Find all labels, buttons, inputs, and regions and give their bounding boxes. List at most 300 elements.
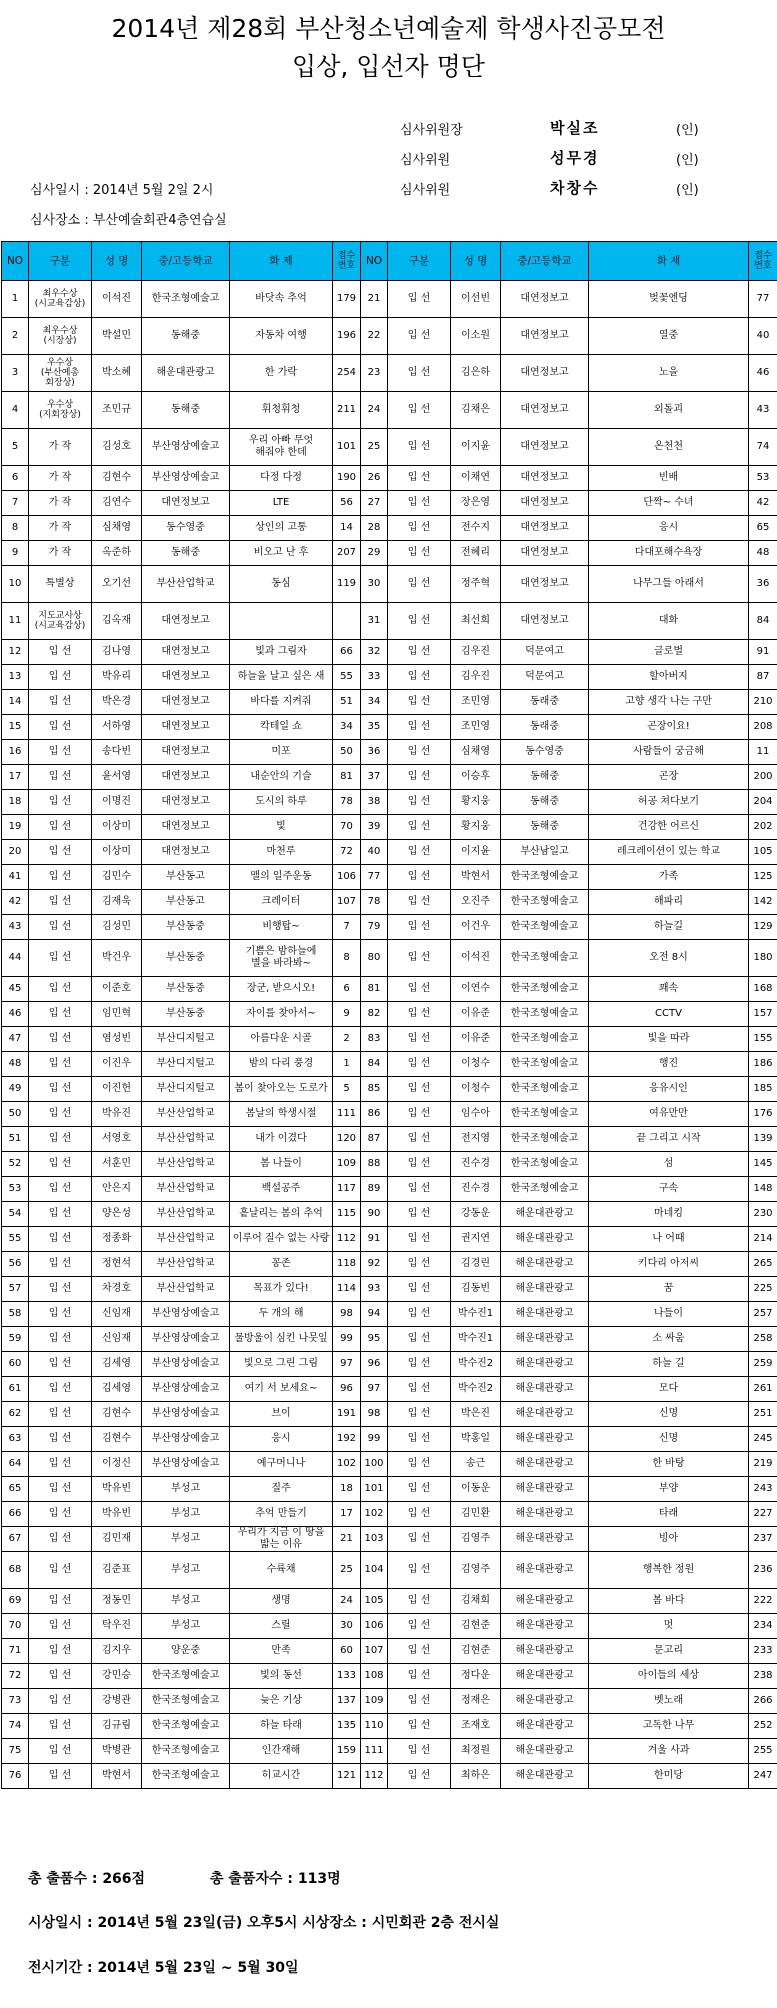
cell-category: 입 선 bbox=[29, 765, 92, 790]
cell-topic: 밤의 다리 풍경 bbox=[230, 1052, 333, 1077]
table-row bbox=[2, 1327, 777, 1352]
cell-category: 입 선 bbox=[29, 1177, 92, 1202]
cell-no: 67 bbox=[2, 1527, 29, 1552]
cell-topic: 자동차 여행 bbox=[230, 318, 333, 355]
cell-category: 입 선 bbox=[388, 1027, 451, 1052]
cell-name: 김현준 bbox=[451, 1639, 501, 1664]
cell-topic: 모다 bbox=[589, 1377, 749, 1402]
table-row bbox=[2, 1664, 777, 1689]
header-no: NO bbox=[361, 242, 388, 281]
cell-name: 임민혁 bbox=[92, 1002, 142, 1027]
cell-topic: 한미당 bbox=[589, 1764, 749, 1789]
cell-topic: LTE bbox=[230, 491, 333, 516]
cell-topic: 도시의 하루 bbox=[230, 790, 333, 815]
cell-topic: 바닷속 추억 bbox=[230, 281, 333, 318]
cell-category: 입 선 bbox=[29, 1102, 92, 1127]
cell-entry-number: 236 bbox=[749, 1552, 777, 1589]
header-entry-number bbox=[333, 242, 361, 281]
cell-no: 29 bbox=[361, 541, 388, 566]
cell-topic: 빙아 bbox=[589, 1527, 749, 1552]
header-name: 성 명 bbox=[451, 242, 501, 281]
cell-category: 우수상 (부산예총 회장상) bbox=[29, 355, 92, 392]
table-row bbox=[2, 1589, 777, 1614]
table-row bbox=[2, 429, 777, 466]
cell-category: 입 선 bbox=[388, 765, 451, 790]
cell-name: 이상미 bbox=[92, 815, 142, 840]
cell-school: 부산동중 bbox=[142, 915, 230, 940]
cell-topic: 온천천 bbox=[589, 429, 749, 466]
table-row bbox=[2, 1427, 777, 1452]
cell-no: 34 bbox=[361, 690, 388, 715]
cell-name: 정주혁 bbox=[451, 566, 501, 603]
cell-entry-number: 254 bbox=[333, 355, 361, 392]
cell-no: 103 bbox=[361, 1527, 388, 1552]
cell-school: 해운대관광고 bbox=[501, 1277, 589, 1302]
cell-name: 이청수 bbox=[451, 1052, 501, 1077]
cell-topic: 대화 bbox=[589, 603, 749, 640]
cell-entry-number: 259 bbox=[749, 1352, 777, 1377]
cell-entry-number: 135 bbox=[333, 1714, 361, 1739]
cell-name: 이승후 bbox=[451, 765, 501, 790]
cell-topic: 나들이 bbox=[589, 1302, 749, 1327]
cell-category: 입 선 bbox=[388, 1477, 451, 1502]
cell-topic: 소 싸움 bbox=[589, 1327, 749, 1352]
cell-school: 대연정보고 bbox=[501, 355, 589, 392]
cell-category: 입 선 bbox=[388, 715, 451, 740]
cell-topic: 한 바탕 bbox=[589, 1452, 749, 1477]
judge-role: 심사위원 bbox=[400, 183, 451, 198]
cell-name: 박수진1 bbox=[451, 1327, 501, 1352]
cell-category: 입 선 bbox=[29, 1589, 92, 1614]
cell-category: 입 선 bbox=[29, 1714, 92, 1739]
table-row bbox=[2, 1277, 777, 1302]
cell-school: 부산동중 bbox=[142, 977, 230, 1002]
cell-category: 최우수상 (시장상) bbox=[29, 318, 92, 355]
cell-no: 27 bbox=[361, 491, 388, 516]
cell-topic: 부양 bbox=[589, 1477, 749, 1502]
cell-entry-number: 211 bbox=[333, 392, 361, 429]
cell-category: 입 선 bbox=[388, 690, 451, 715]
cell-topic: 아이들의 세상 bbox=[589, 1664, 749, 1689]
cell-category: 입 선 bbox=[29, 715, 92, 740]
cell-no: 52 bbox=[2, 1152, 29, 1177]
cell-topic: 타래 bbox=[589, 1502, 749, 1527]
cell-name: 김현준 bbox=[451, 1614, 501, 1639]
table-row bbox=[2, 1714, 777, 1739]
judge-role: 심사위원장 bbox=[400, 123, 463, 138]
cell-name: 이명진 bbox=[92, 790, 142, 815]
cell-name: 김민환 bbox=[451, 1502, 501, 1527]
cell-entry-number: 105 bbox=[749, 840, 777, 865]
cell-entry-number: 1 bbox=[333, 1052, 361, 1077]
cell-name: 서하영 bbox=[92, 715, 142, 740]
cell-name: 박소혜 bbox=[92, 355, 142, 392]
table-row bbox=[2, 392, 777, 429]
review-place: 심사장소 : 부산예술회관4층연습실 bbox=[30, 213, 227, 228]
cell-category: 입 선 bbox=[388, 640, 451, 665]
cell-name: 최정원 bbox=[451, 1739, 501, 1764]
cell-topic: 꽁존 bbox=[230, 1252, 333, 1277]
cell-name: 김옥재 bbox=[92, 603, 142, 640]
cell-school: 한국조형예술고 bbox=[501, 1177, 589, 1202]
cell-category: 입 선 bbox=[29, 1764, 92, 1789]
header-school: 중/고등학교 bbox=[501, 242, 589, 281]
cell-name: 김현수 bbox=[92, 466, 142, 491]
cell-entry-number: 25 bbox=[333, 1552, 361, 1589]
cell-topic: 브이 bbox=[230, 1402, 333, 1427]
cell-name: 김경린 bbox=[451, 1252, 501, 1277]
cell-entry-number: 36 bbox=[749, 566, 777, 603]
cell-no: 47 bbox=[2, 1027, 29, 1052]
cell-entry-number: 168 bbox=[749, 977, 777, 1002]
cell-school: 대연정보고 bbox=[142, 790, 230, 815]
cell-topic: 내가 이겼다 bbox=[230, 1127, 333, 1152]
cell-no: 60 bbox=[2, 1352, 29, 1377]
cell-no: 20 bbox=[2, 840, 29, 865]
cell-category: 입 선 bbox=[388, 541, 451, 566]
cell-topic: 히교시간 bbox=[230, 1764, 333, 1789]
cell-school: 부산디지털고 bbox=[142, 1052, 230, 1077]
cell-name: 조민영 bbox=[451, 715, 501, 740]
judge-row-chief bbox=[400, 115, 730, 139]
cell-no: 90 bbox=[361, 1202, 388, 1227]
cell-school: 한국조형예술고 bbox=[501, 940, 589, 977]
cell-topic: 외돌괴 bbox=[589, 392, 749, 429]
cell-topic: 한 가락 bbox=[230, 355, 333, 392]
cell-school: 부산영상예술고 bbox=[142, 1452, 230, 1477]
cell-school: 부산디지털고 bbox=[142, 1027, 230, 1052]
cell-category: 가 작 bbox=[29, 541, 92, 566]
cell-name: 김민재 bbox=[92, 1527, 142, 1552]
cell-name: 김성호 bbox=[92, 429, 142, 466]
cell-name: 이연수 bbox=[451, 977, 501, 1002]
cell-name: 박유빈 bbox=[92, 1477, 142, 1502]
cell-topic: 비행탑~ bbox=[230, 915, 333, 940]
cell-school: 한국조형예술고 bbox=[501, 1127, 589, 1152]
cell-category: 입 선 bbox=[29, 1614, 92, 1639]
table-row bbox=[2, 765, 777, 790]
cell-category: 입 선 bbox=[29, 1327, 92, 1352]
cell-name: 이선빈 bbox=[451, 281, 501, 318]
cell-topic: 응시 bbox=[230, 1427, 333, 1452]
cell-name: 정동민 bbox=[92, 1589, 142, 1614]
table-row bbox=[2, 1502, 777, 1527]
cell-no: 84 bbox=[361, 1052, 388, 1077]
cell-name: 박은진 bbox=[451, 1402, 501, 1427]
cell-entry-number bbox=[333, 603, 361, 640]
cell-topic: 하늘을 날고 싶은 새 bbox=[230, 665, 333, 690]
cell-topic: 단짝~ 수녀 bbox=[589, 491, 749, 516]
cell-category: 입 선 bbox=[388, 1614, 451, 1639]
cell-name: 최선희 bbox=[451, 603, 501, 640]
table-row bbox=[2, 740, 777, 765]
table-row bbox=[2, 516, 777, 541]
cell-entry-number: 119 bbox=[333, 566, 361, 603]
cell-topic: 스릴 bbox=[230, 1614, 333, 1639]
cell-category: 가 작 bbox=[29, 516, 92, 541]
cell-topic: 상인의 고통 bbox=[230, 516, 333, 541]
cell-topic: 열중 bbox=[589, 318, 749, 355]
cell-entry-number: 261 bbox=[749, 1377, 777, 1402]
cell-no: 42 bbox=[2, 890, 29, 915]
cell-no: 53 bbox=[2, 1177, 29, 1202]
cell-entry-number: 40 bbox=[749, 318, 777, 355]
cell-category: 입 선 bbox=[29, 1277, 92, 1302]
cell-topic: 물방울이 심킨 나뭇잎 bbox=[230, 1327, 333, 1352]
table-row bbox=[2, 865, 777, 890]
cell-school: 대연정보고 bbox=[501, 466, 589, 491]
total-entries: 총 출품수 : 266점 bbox=[28, 1871, 146, 1887]
cell-name: 박유빈 bbox=[92, 1502, 142, 1527]
cell-entry-number: 238 bbox=[749, 1664, 777, 1689]
table-row bbox=[2, 1527, 777, 1552]
cell-entry-number: 202 bbox=[749, 815, 777, 840]
table-header-row bbox=[2, 242, 777, 281]
cell-entry-number: 214 bbox=[749, 1227, 777, 1252]
cell-topic: 마천루 bbox=[230, 840, 333, 865]
roster-body bbox=[2, 281, 777, 1789]
cell-topic: 신명 bbox=[589, 1402, 749, 1427]
cell-no: 83 bbox=[361, 1027, 388, 1052]
cell-topic: 봄 나들이 bbox=[230, 1152, 333, 1177]
cell-topic: 빛 bbox=[230, 815, 333, 840]
cell-school: 동해중 bbox=[142, 541, 230, 566]
cell-entry-number: 204 bbox=[749, 790, 777, 815]
cell-entry-number: 210 bbox=[749, 690, 777, 715]
cell-no: 94 bbox=[361, 1302, 388, 1327]
cell-topic: 마네킹 bbox=[589, 1202, 749, 1227]
cell-name: 김우진 bbox=[451, 665, 501, 690]
cell-entry-number: 222 bbox=[749, 1589, 777, 1614]
cell-category: 입 선 bbox=[29, 1027, 92, 1052]
cell-school: 부산산업학교 bbox=[142, 1252, 230, 1277]
cell-no: 98 bbox=[361, 1402, 388, 1427]
table-row bbox=[2, 1152, 777, 1177]
cell-entry-number: 74 bbox=[749, 429, 777, 466]
table-row bbox=[2, 1052, 777, 1077]
cell-no: 66 bbox=[2, 1502, 29, 1527]
cell-no: 79 bbox=[361, 915, 388, 940]
cell-topic: 멋 bbox=[589, 1614, 749, 1639]
cell-category: 입 선 bbox=[29, 1152, 92, 1177]
cell-topic: 빈배 bbox=[589, 466, 749, 491]
cell-category: 입 선 bbox=[388, 491, 451, 516]
cell-school: 동해중 bbox=[501, 815, 589, 840]
cell-name: 김영주 bbox=[451, 1527, 501, 1552]
table-row bbox=[2, 715, 777, 740]
cell-name: 조재호 bbox=[451, 1714, 501, 1739]
cell-category: 입 선 bbox=[29, 1402, 92, 1427]
cell-category: 입 선 bbox=[388, 1689, 451, 1714]
cell-no: 106 bbox=[361, 1614, 388, 1639]
cell-category: 입 선 bbox=[388, 355, 451, 392]
cell-topic: 봄 바다 bbox=[589, 1589, 749, 1614]
cell-topic: 빛으로 그린 그림 bbox=[230, 1352, 333, 1377]
cell-school: 부산산업학교 bbox=[142, 1127, 230, 1152]
cell-name: 이채연 bbox=[451, 466, 501, 491]
cell-topic: CCTV bbox=[589, 1002, 749, 1027]
cell-category: 입 선 bbox=[388, 1177, 451, 1202]
cell-school: 해운대관광고 bbox=[501, 1252, 589, 1277]
cell-no: 80 bbox=[361, 940, 388, 977]
cell-school: 대연정보고 bbox=[142, 840, 230, 865]
cell-school: 한국조형예술고 bbox=[142, 1664, 230, 1689]
cell-topic: 다정 다정 bbox=[230, 466, 333, 491]
cell-school: 부산산업학교 bbox=[142, 1227, 230, 1252]
cell-entry-number: 70 bbox=[333, 815, 361, 840]
cell-topic: 추억 만들기 bbox=[230, 1502, 333, 1527]
cell-school: 해운대관광고 bbox=[501, 1614, 589, 1639]
cell-topic: 글로벌 bbox=[589, 640, 749, 665]
page-title: 2014년 제28회 부산청소년예술제 학생사진공모전 bbox=[111, 14, 666, 43]
cell-no: 38 bbox=[361, 790, 388, 815]
cell-name: 최하은 bbox=[451, 1764, 501, 1789]
cell-category: 입 선 bbox=[388, 865, 451, 890]
cell-topic: 미포 bbox=[230, 740, 333, 765]
cell-no: 30 bbox=[361, 566, 388, 603]
cell-entry-number: 77 bbox=[749, 281, 777, 318]
cell-entry-number: 112 bbox=[333, 1227, 361, 1252]
cell-category: 입 선 bbox=[29, 865, 92, 890]
cell-name: 권지연 bbox=[451, 1227, 501, 1252]
cell-school: 해운대관광고 bbox=[501, 1639, 589, 1664]
table-row bbox=[2, 1002, 777, 1027]
cell-entry-number: 109 bbox=[333, 1152, 361, 1177]
cell-topic: 이루어 질수 없는 사랑 bbox=[230, 1227, 333, 1252]
cell-no: 23 bbox=[361, 355, 388, 392]
table-row bbox=[2, 1614, 777, 1639]
cell-topic bbox=[230, 603, 333, 640]
cell-school: 해운대관광고 bbox=[501, 1714, 589, 1739]
cell-no: 68 bbox=[2, 1552, 29, 1589]
cell-category: 입 선 bbox=[29, 1689, 92, 1714]
cell-name: 심채영 bbox=[451, 740, 501, 765]
cell-category: 가 작 bbox=[29, 491, 92, 516]
cell-no: 37 bbox=[361, 765, 388, 790]
cell-name: 이석진 bbox=[92, 281, 142, 318]
cell-school: 한국조형예술고 bbox=[501, 1002, 589, 1027]
cell-category: 입 선 bbox=[388, 1002, 451, 1027]
cell-entry-number: 129 bbox=[749, 915, 777, 940]
cell-school: 부산동고 bbox=[142, 865, 230, 890]
cell-category: 입 선 bbox=[29, 940, 92, 977]
cell-no: 3 bbox=[2, 355, 29, 392]
cell-no: 105 bbox=[361, 1589, 388, 1614]
cell-entry-number: 234 bbox=[749, 1614, 777, 1639]
cell-name: 박건우 bbox=[92, 940, 142, 977]
table-row bbox=[2, 1302, 777, 1327]
table-row bbox=[2, 466, 777, 491]
cell-topic: 여유만만 bbox=[589, 1102, 749, 1127]
cell-no: 85 bbox=[361, 1077, 388, 1102]
cell-no: 72 bbox=[2, 1664, 29, 1689]
cell-no: 65 bbox=[2, 1477, 29, 1502]
cell-entry-number: 111 bbox=[333, 1102, 361, 1127]
cell-school: 부성고 bbox=[142, 1502, 230, 1527]
cell-no: 4 bbox=[2, 392, 29, 429]
cell-entry-number: 157 bbox=[749, 1002, 777, 1027]
cell-name: 강병관 bbox=[92, 1689, 142, 1714]
cell-entry-number: 9 bbox=[333, 1002, 361, 1027]
cell-category: 입 선 bbox=[388, 1589, 451, 1614]
cell-school: 부성고 bbox=[142, 1477, 230, 1502]
cell-school: 대연정보고 bbox=[142, 690, 230, 715]
cell-name: 김규림 bbox=[92, 1714, 142, 1739]
cell-school: 부산산업학교 bbox=[142, 1202, 230, 1227]
cell-entry-number: 265 bbox=[749, 1252, 777, 1277]
cell-school: 대연정보고 bbox=[142, 765, 230, 790]
cell-name: 박홍일 bbox=[451, 1427, 501, 1452]
cell-name: 이준호 bbox=[92, 977, 142, 1002]
cell-no: 13 bbox=[2, 665, 29, 690]
cell-name: 서영호 bbox=[92, 1127, 142, 1152]
cell-name: 전수지 bbox=[451, 516, 501, 541]
table-row bbox=[2, 603, 777, 640]
cell-school: 대연정보고 bbox=[142, 665, 230, 690]
cell-topic: 두 개의 해 bbox=[230, 1302, 333, 1327]
cell-topic: 기쁨은 밤하늘에 별을 바라봐~ bbox=[230, 940, 333, 977]
cell-school: 부성고 bbox=[142, 1527, 230, 1552]
cell-name: 이소원 bbox=[451, 318, 501, 355]
cell-school: 부산영상예술고 bbox=[142, 1352, 230, 1377]
cell-topic: 맬의 일주운동 bbox=[230, 865, 333, 890]
cell-no: 44 bbox=[2, 940, 29, 977]
cell-entry-number: 98 bbox=[333, 1302, 361, 1327]
cell-no: 48 bbox=[2, 1052, 29, 1077]
cell-no: 32 bbox=[361, 640, 388, 665]
cell-entry-number: 185 bbox=[749, 1077, 777, 1102]
cell-category: 입 선 bbox=[388, 1102, 451, 1127]
cell-category: 입 선 bbox=[29, 1227, 92, 1252]
cell-category: 입 선 bbox=[388, 429, 451, 466]
cell-school: 부성고 bbox=[142, 1614, 230, 1639]
cell-name: 전혜리 bbox=[451, 541, 501, 566]
cell-no: 107 bbox=[361, 1639, 388, 1664]
cell-category: 입 선 bbox=[29, 790, 92, 815]
cell-category: 입 선 bbox=[388, 940, 451, 977]
cell-no: 28 bbox=[361, 516, 388, 541]
cell-name: 이진우 bbox=[92, 1052, 142, 1077]
cell-entry-number: 50 bbox=[333, 740, 361, 765]
cell-school: 대연정보고 bbox=[501, 491, 589, 516]
cell-school: 대연정보고 bbox=[142, 603, 230, 640]
cell-topic: 봄날의 학생시절 bbox=[230, 1102, 333, 1127]
cell-category: 입 선 bbox=[388, 603, 451, 640]
cell-no: 87 bbox=[361, 1127, 388, 1152]
cell-topic: 나 어때 bbox=[589, 1227, 749, 1252]
header-entry-line2: 번호 bbox=[337, 261, 356, 271]
cell-entry-number: 55 bbox=[333, 665, 361, 690]
cell-topic: 문고리 bbox=[589, 1639, 749, 1664]
cell-topic: 노을 bbox=[589, 355, 749, 392]
cell-school: 부산영상예술고 bbox=[142, 1302, 230, 1327]
cell-entry-number: 207 bbox=[333, 541, 361, 566]
header-entry-line2: 번호 bbox=[754, 261, 772, 271]
cell-category: 입 선 bbox=[388, 890, 451, 915]
cell-name: 이진헌 bbox=[92, 1077, 142, 1102]
cell-name: 박은경 bbox=[92, 690, 142, 715]
cell-no: 57 bbox=[2, 1277, 29, 1302]
cell-entry-number: 120 bbox=[333, 1127, 361, 1152]
table-row bbox=[2, 318, 777, 355]
cell-category: 입 선 bbox=[29, 1477, 92, 1502]
cell-school: 해운대관광고 bbox=[501, 1202, 589, 1227]
cell-category: 입 선 bbox=[29, 640, 92, 665]
cell-name: 강동운 bbox=[451, 1202, 501, 1227]
cell-no: 35 bbox=[361, 715, 388, 740]
cell-category: 입 선 bbox=[388, 1527, 451, 1552]
cell-no: 22 bbox=[361, 318, 388, 355]
